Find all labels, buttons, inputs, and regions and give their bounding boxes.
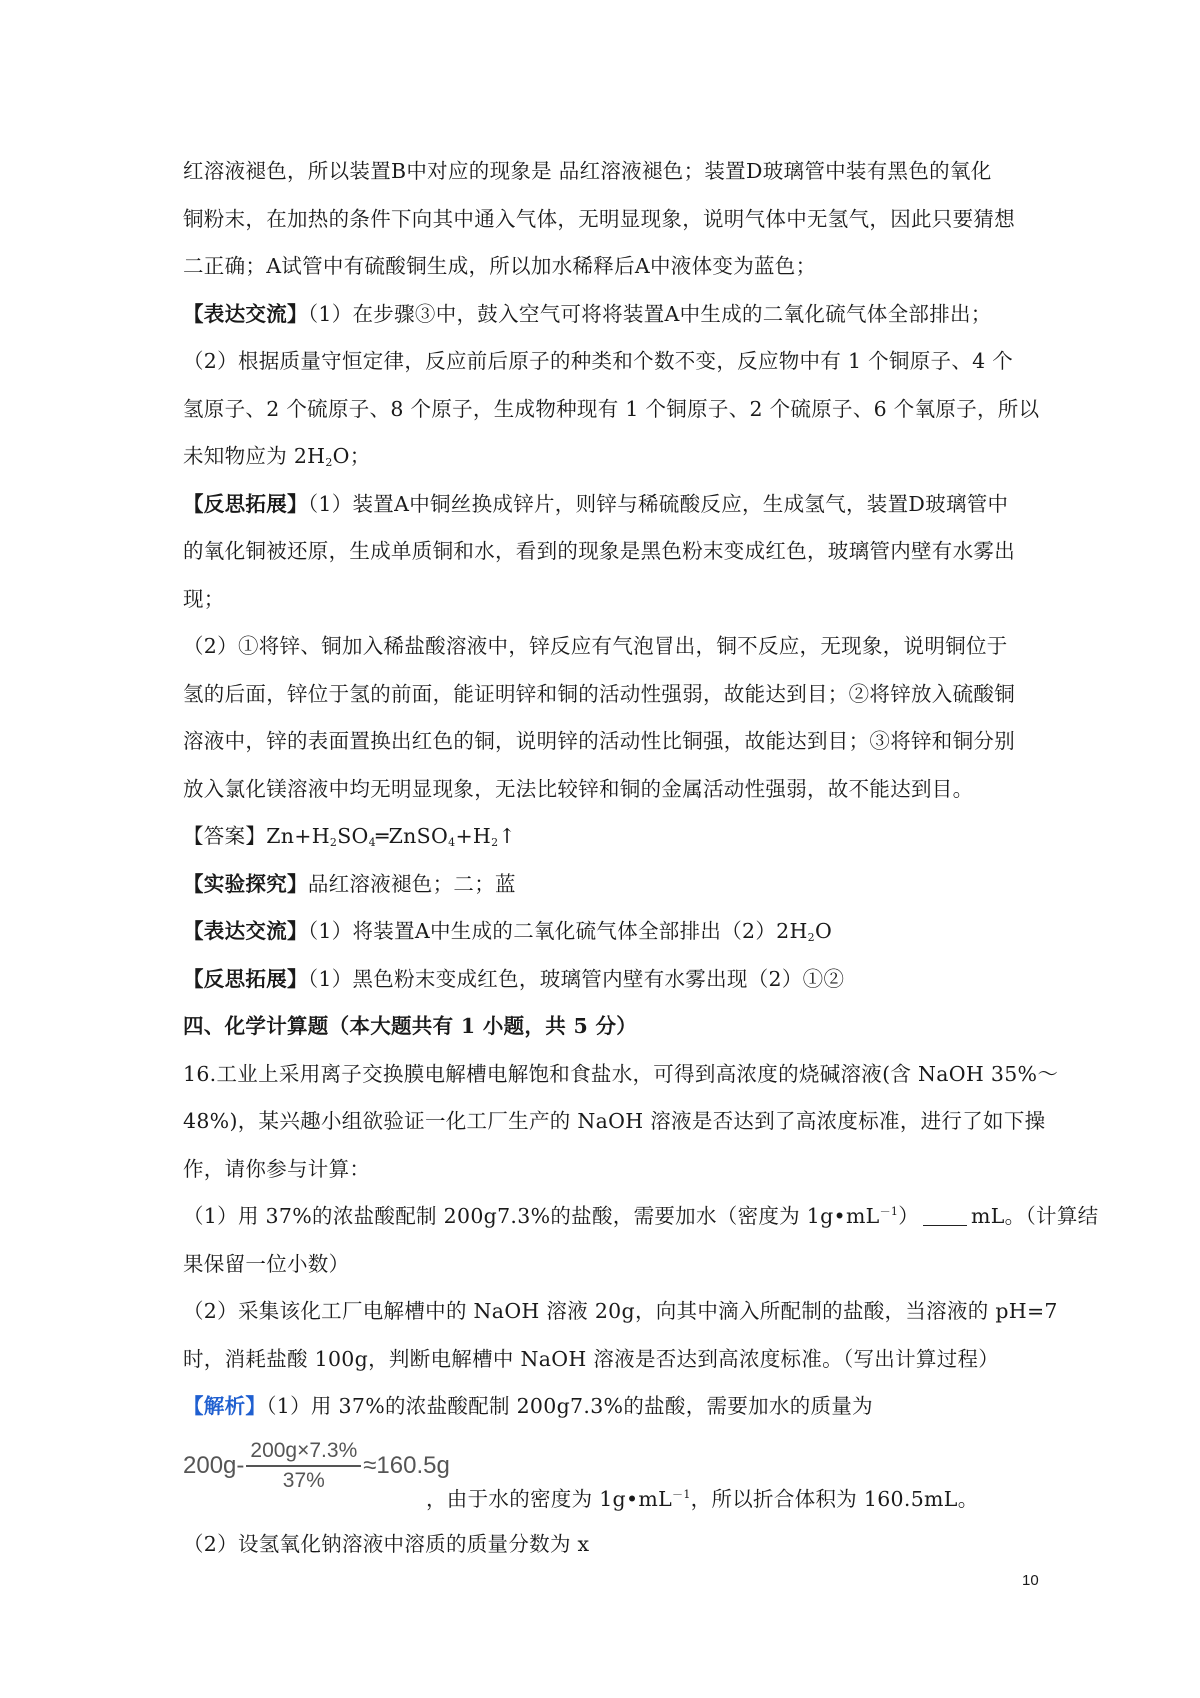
subscript: 2 [491, 836, 499, 849]
text-line: 氢原子、2 个硫原子、8 个原子，生成物种现有 1 个铜原子、2 个硫原子、6 个氧原子，所以 [183, 396, 1040, 421]
text-span: （1）将装置A中生成的二氧化硫气体全部排出（2）2H [307, 919, 808, 943]
text-line [183, 481, 1023, 529]
text-span: O [814, 919, 833, 943]
fraction-numerator: 200g×7.3% [246, 1439, 361, 1467]
text-line [183, 433, 1023, 481]
text-line: 红溶液褪色，所以装置B中对应的现象是 品红溶液褪色；装置D玻璃管中装有黑色的氧化 [183, 159, 992, 183]
formula-tail-text [426, 1476, 979, 1524]
solution-line [183, 1383, 1023, 1431]
equation-part: ═ZnSO [375, 824, 449, 848]
text-span: O； [332, 444, 371, 468]
text-line: 溶液中，锌的表面置换出红色的铜，说明锌的活动性比铜强，故能达到目；③将锌和铜分别 [183, 729, 1015, 753]
text-line: 氢的后面，锌位于氢的前面，能证明锌和铜的活动性强弱，故能达到目；②将锌放入硫酸铜 [183, 681, 1015, 706]
formula-image [183, 1439, 450, 1493]
section-heading: 四、化学计算题（本大题共有 1 小题，共 5 分） [183, 1014, 638, 1038]
text-span: （1）黑色粉末变成红色，玻璃管内壁有水雾出现（2）①② [307, 966, 845, 991]
text-span: ，所以折合体积为 160.5mL。 [690, 1486, 979, 1511]
text-line: （2）①将锌、铜加入稀盐酸溶液中，锌反应有气泡冒出，铜不反应，无现象，说明铜位于 [183, 634, 1008, 658]
text-line: （2）根据质量守恒定律，反应前后原子的种类和个数不变，反应物中有 1 个铜原子、4 个 [183, 349, 1014, 373]
answer-line [183, 908, 1023, 956]
formula-block [183, 1431, 1023, 1521]
page-body [183, 148, 1099, 1568]
section-tag: 【表达交流】 [183, 301, 308, 326]
text-line: 铜粉末，在加热的条件下向其中通入气体，无明显现象，说明气体中无氢气，因此只要猜想 [183, 206, 1015, 231]
question-line: 时，消耗盐酸 100g，判断电解槽中 NaOH 溶液是否达到高浓度标准。（写出计算过程） [183, 1346, 1000, 1371]
subscript: 2 [807, 931, 815, 944]
question-line: 果保留一位小数） [183, 1251, 350, 1276]
subscript: 2 [325, 456, 333, 469]
text-span: ） [898, 1204, 920, 1228]
up-arrow-symbol: ↑ [498, 824, 516, 848]
question-line: 48%)，某兴趣小组欲验证一化工厂生产的 NaOH 溶液是否达到了高浓度标准，进行了如下操 [183, 1109, 1046, 1133]
equation-part: +H [455, 824, 492, 848]
page-number: 10 [1022, 1572, 1039, 1589]
text-line: 二正确；A试管中有硫酸铜生成，所以加水稀释后A中液体变为蓝色； [183, 254, 817, 278]
answer-line [183, 813, 1023, 861]
text-span: 未知物应为 2H [183, 444, 326, 468]
text-span: 品红溶液褪色；二；蓝 [307, 871, 516, 896]
subscript: 4 [448, 836, 456, 849]
fraction-denominator: 37% [282, 1468, 325, 1492]
section-tag: 【表达交流】 [183, 919, 308, 943]
fraction [246, 1439, 361, 1493]
answer-blank [923, 1207, 967, 1226]
text-line: 现； [183, 586, 225, 611]
equation-part: SO [337, 824, 369, 848]
superscript: －1 [879, 1205, 899, 1218]
superscript: －1 [672, 1487, 691, 1501]
section-tag: 【反思拓展】 [183, 966, 308, 991]
text-span: （1）用 37%的浓盐酸配制 200g7.3%的盐酸，需要加水（密度为 1g•mL [183, 1204, 880, 1228]
text-line: 的氧化铜被还原，生成单质铜和水，看到的现象是黑色粉末变成红色，玻璃管内壁有水雾出 [183, 539, 1015, 563]
equation-part: Zn+H [266, 824, 330, 848]
question-line: 16.工业上采用离子交换膜电解槽电解饱和食盐水，可得到高浓度的烧碱溶液(含 NaOH 35%～ [183, 1061, 1059, 1086]
formula-lead: 200g- [183, 1451, 245, 1479]
text-span: mL。（计算结 [971, 1204, 1099, 1228]
subscript: 2 [329, 836, 338, 849]
text-span: （1）装置A中铜丝换成锌片，则锌与稀硫酸反应，生成氢气，装置D玻璃管中 [307, 491, 1009, 516]
text-span: ，由于水的密度为 1g•mL [426, 1486, 673, 1511]
text-span: （1）用 37%的浓盐酸配制 200g7.3%的盐酸，需要加水的质量为 [266, 1394, 873, 1418]
answer-line [183, 956, 1023, 1004]
solution-line: （2）设氢氧化钠溶液中溶质的质量分数为 x [183, 1531, 590, 1556]
solution-tag: 【解析】 [183, 1394, 267, 1418]
question-line [183, 1193, 1099, 1241]
answer-tag: 【答案】 [183, 824, 267, 848]
formula-result: ≈160.5g [363, 1451, 450, 1479]
subscript: 4 [368, 836, 376, 849]
text-span: （1）在步骤③中，鼓入空气可将将装置A中生成的二氧化硫气体全部排出； [307, 301, 992, 326]
text-line [183, 291, 1023, 339]
question-line: （2）采集该化工厂电解槽中的 NaOH 溶液 20g，向其中滴入所配制的盐酸，当溶液的 pH=7 [183, 1299, 1058, 1323]
answer-line [183, 861, 1023, 909]
question-line: 作，请你参与计算： [183, 1156, 371, 1181]
section-tag: 【反思拓展】 [183, 491, 308, 516]
section-tag: 【实验探究】 [183, 871, 308, 896]
text-line: 放入氯化镁溶液中均无明显现象，无法比较锌和铜的金属活动性强弱，故不能达到目。 [183, 776, 974, 801]
